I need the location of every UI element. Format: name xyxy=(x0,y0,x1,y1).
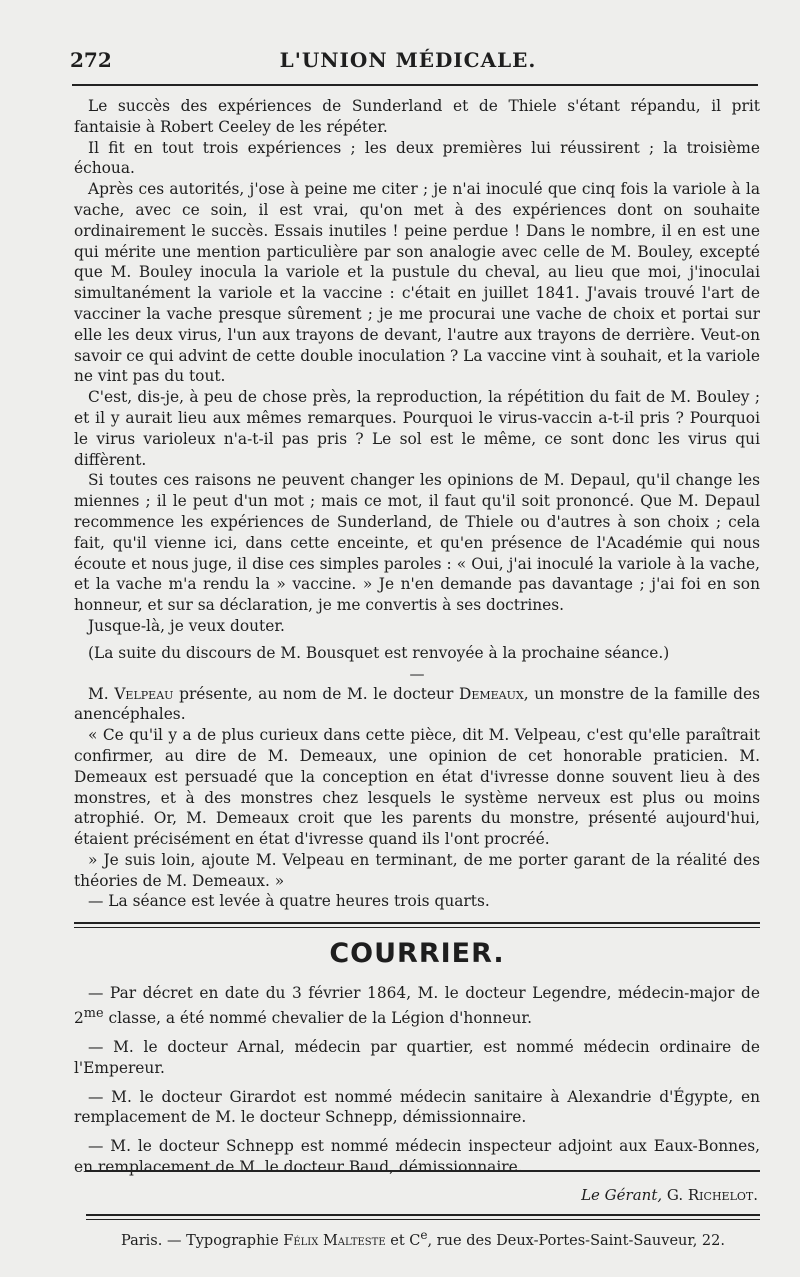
courrier-title: COURRIER. xyxy=(329,938,505,970)
gerant-signature xyxy=(581,1186,758,1204)
imprint-company: et C xyxy=(385,1232,421,1249)
speaker-name: M. Velpeau xyxy=(88,684,174,703)
paragraph-4: C'est, dis-je, à peu de chose près, la reproduction, la répétition du fait de M. Bouley ; et il y aurait lieu aux mêmes remarques. Pourquoi le virus-vaccin a-t-il pris ? Pourquoi le virus varioleux n'a-t-il pas pris ? Le sol est le même, ce sont donc les virus qui diffèrent. xyxy=(74,388,760,469)
paragraph-6: Jusque-là, je veux douter. xyxy=(88,616,285,635)
paragraph-11: — La séance est levée à quatre heures trois quarts. xyxy=(88,892,490,911)
courrier-item-1 xyxy=(74,983,760,1029)
courrier-item-2: — M. le docteur Arnal, médecin par quartier, est nommé médecin ordinaire de l'Empereur. xyxy=(74,1038,760,1077)
courrier-item-4: — M. le docteur Schnepp est nommé médecin inspecteur adjoint aux Eaux-Bonnes, en remplacement de M. le docteur Baud, démissionnaire. xyxy=(74,1137,760,1176)
gerant-name: G. Richelot. xyxy=(666,1186,758,1204)
courrier-item-3: — M. le docteur Girardot est nommé médecin sanitaire à Alexandrie d'Égypte, en remplacement de M. le docteur Schnepp, démissionnaire. xyxy=(74,1087,760,1127)
doctor-name: Demeaux xyxy=(458,684,524,703)
courrier-section xyxy=(74,983,760,1178)
paragraph-1: Le succès des expériences de Sunderland et de Thiele s'étant répandu, il prit fantaisie à Robert Ceeley de les répéter. xyxy=(74,97,760,136)
paragraph-5: Si toutes ces raisons ne peuvent changer les opinions de M. Depaul, qu'il change les miennes ; il le peut d'un mot ; mais ce mot, il faut qu'il soit prononcé. Que M. Depaul recommence les expériences de Sunderland, de Thiele ou d'autres à son choix ; cela fait, qu'il vienne ici, dans cette enceinte, et qu'en présence de l'Académie qui nous écoute et nous juge, il dise ces simples paroles : « Oui, j'ai inoculé la variole à la vache, et la vache m'a rendu la » vaccine. » Je n'en demande pas davantage ; j'ai foi en son honneur, et sur sa déclaration, je me convertis à ses doctrines. xyxy=(74,471,760,615)
courrier-item-1-text: — Par décret en date du 3 février 1864, M. le docteur Legendre, médecin-major de 2 xyxy=(74,984,760,1028)
paragraph-7: (La suite du discours de M. Bousquet est renvoyée à la prochaine séance.) xyxy=(88,643,670,662)
printer-name: Félix Malteste xyxy=(283,1232,386,1249)
running-title: L'UNION MÉDICALE. xyxy=(279,48,537,72)
paragraph-2: Il fit en tout trois expériences ; les deux premières lui réussirent ; la troisième échoua. xyxy=(74,138,760,178)
footer-rule-double xyxy=(86,1214,760,1220)
printer-imprint xyxy=(86,1228,760,1249)
footer-rule-top xyxy=(86,1170,760,1172)
paragraph-8-rest: , un monstre de la famille des anencéphales. xyxy=(74,684,760,724)
body-text xyxy=(74,96,760,1186)
section-separator: — xyxy=(409,664,425,683)
paragraph-3: Après ces autorités, j'ose à peine me citer ; je n'ai inoculé que cinq fois la variole à la vache, avec ce soin, il est vrai, qu'on met à des expériences dont on souhaite ordinairement le succès. Essais inutiles ! peine perdue ! Dans le nombre, il en est une qui mérite une mention particulière par son analogie avec celle de M. Bouley, excepté que M. Bouley inocula la variole et la pustule du cheval, au lieu que moi, j'inoculai simultanément la variole et la vaccine : c'était en juillet 1841. J'avais trouvé l'art de vacciner la vache presque sûrement ; je me procurai une vache de choix et portai sur elle les deux virus, l'un aux trayons de devant, l'autre aux trayons de derrière. Veut-on savoir ce qui advint de cette double inoculation ? La vaccine vint à souhait, et la variole ne vint pas du tout. xyxy=(74,180,760,386)
courrier-item-1-rest: classe, a été nommé chevalier de la Légion d'honneur. xyxy=(103,1009,532,1028)
header-rule xyxy=(72,84,758,86)
paragraph-9: « Ce qu'il y a de plus curieux dans cette pièce, dit M. Velpeau, c'est qu'elle paraîtrait confirmer, au dire de M. Demeaux, une opinion de cet honorable praticien. M. Demeaux est persuadé que la conception en état d'ivresse donne souvent lieu à des monstres, et à des monstres chez lesquels le système nerveux est plus ou moins atrophié. Or, M. Demeaux croit que les parents du monstre, présenté aujourd'hui, étaient précisément en état d'ivresse quand ils l'ont procréé. xyxy=(74,726,760,849)
paragraph-10: » Je suis loin, ajoute M. Velpeau en terminant, de me porter garant de la réalité des théories de M. Demeaux. » xyxy=(74,850,760,890)
page-header xyxy=(58,40,758,76)
paragraph-8 xyxy=(74,684,760,726)
page-number: 272 xyxy=(70,48,112,72)
section-rule xyxy=(74,922,760,928)
ordinal-suffix: me xyxy=(83,1006,104,1022)
gerant-label: Le Gérant, xyxy=(581,1186,663,1204)
imprint-address: , rue des Deux-Portes-Saint-Sauveur, 22. xyxy=(427,1232,725,1249)
imprint-text: Paris. — Typographie xyxy=(120,1232,284,1249)
paragraph-8-mid: présente, au nom de M. le docteur xyxy=(173,684,459,703)
imprint-sup: e xyxy=(420,1228,428,1242)
